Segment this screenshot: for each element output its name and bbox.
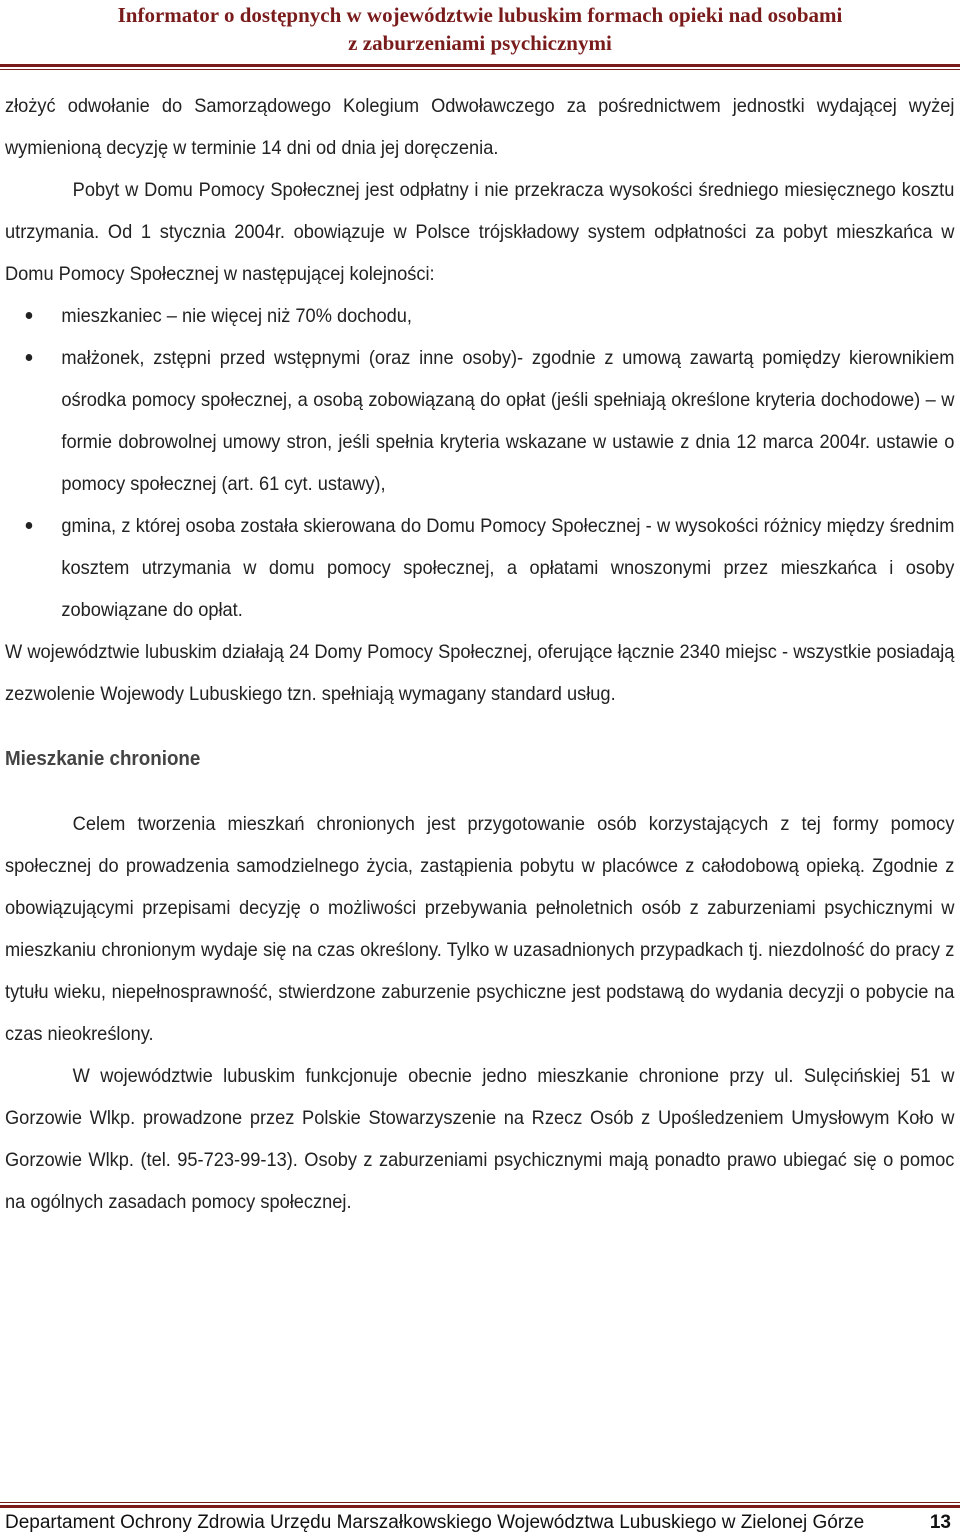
list-item (61, 295, 954, 337)
page-footer (5, 1509, 955, 1537)
bullet-icon (26, 522, 33, 529)
paragraph-homes-count: W województwie lubuskim działają 24 Domy Pomocy Społecznej, oferujące łącznie 2340 miejsc - wszystkie posiadają zezwolenie Wojewody Lubuskiego tzn. spełniają wymagany standard usług. (5, 641, 955, 705)
header-title-line-2: z zaburzeniami psychicznymi (348, 31, 612, 55)
page-header (0, 0, 960, 57)
list-item-text: małżonek, zstępni przed wstępnymi (oraz inne osoby)- zgodnie z umową zawartą pomiędzy kierownikiem ośrodka pomocy społecznej, a osobą zobowiązaną do opłat (jeśli spełniają określone kryteria dochodowe) – w formie dobrowolnej umowy stron, jeśli spełnia kryteria wskazane w ustawie z dnia 12 marca 2004r. ustawie o pomocy społecznej (art. 61 cyt. ustawy), (61, 347, 955, 495)
paragraph-appeal: złożyć odwołanie do Samorządowego Kolegium Odwoławczego za pośrednictwem jednostki wydającej wyżej wymienioną decyzję w terminie 14 dni od dnia jej doręczenia. (5, 95, 955, 159)
bullet-icon (26, 354, 33, 361)
list-item (61, 337, 954, 505)
list-item-text: mieszkaniec – nie więcej niż 70% dochodu, (61, 305, 412, 327)
footer-rule-thin (0, 1502, 960, 1503)
header-title-line-1: Informator o dostępnych w województwie lubuskim formach opieki nad osobami (117, 3, 843, 27)
paragraph-sheltered-purpose: Celem tworzenia mieszkań chronionych jest przygotowanie osób korzystających z tej formy pomocy społecznej do prowadzenia samodzielnego życia, zastąpienia pobytu w placówce z całodobową opieką. Zgodnie z obowiązującymi przepisami decyzję o możliwości przebywania pełnoletnich osób z zaburzeniami psychicznymi w mieszkaniu chronionym wydaje się na czas określony. Tylko w uzasadnionych przypadkach tj. niezdolność do pracy z tytułu wieku, niepełnosprawność, stwierdzone zaburzenie psychiczne jest podstawą do wydania decyzji o pobycie na czas nieokreślony. (5, 813, 955, 1045)
header-rule (0, 64, 960, 67)
list-item (61, 505, 954, 631)
page-number: 13 (929, 1512, 951, 1533)
document-body (5, 85, 954, 1223)
section-title: Mieszkanie chronione (5, 748, 201, 770)
fee-list (5, 295, 954, 631)
header-rule-thin (0, 69, 960, 70)
list-item-text: gmina, z której osoba została skierowana do Domu Pomocy Społecznej - w wysokości różnicy między średnim kosztem utrzymania w domu pomocy społecznej, a opłatami wnoszonymi przez mieszkańca i osoby zobowiązane do opłat. (61, 515, 955, 621)
footer-rule (0, 1505, 960, 1508)
paragraph-sheltered-location: W województwie lubuskim funkcjonuje obecnie jedno mieszkanie chronione przy ul. Sulęcińskiej 51 w Gorzowie Wlkp. prowadzone przez Polskie Stowarzyszenie na Rzecz Osób z Upośledzeniem Umysłowym Koło w Gorzowie Wlkp. (tel. 95-723-99-13). Osoby z zaburzeniami psychicznymi mają ponadto prawo ubiegać się o pomoc na ogólnych zasadach pomocy społecznej. (5, 1065, 955, 1213)
paragraph-fees: Pobyt w Domu Pomocy Społecznej jest odpłatny i nie przekracza wysokości średniego miesięcznego kosztu utrzymania. Od 1 stycznia 2004r. obowiązuje w Polsce trójskładowy system odpłatności za pobyt mieszkańca w Domu Pomocy Społecznej w następującej kolejności: (5, 179, 955, 285)
footer-department: Departament Ochrony Zdrowia Urzędu Marszałkowskiego Województwa Lubuskiego w Zielonej Górze (5, 1512, 865, 1533)
bullet-icon (26, 312, 33, 319)
